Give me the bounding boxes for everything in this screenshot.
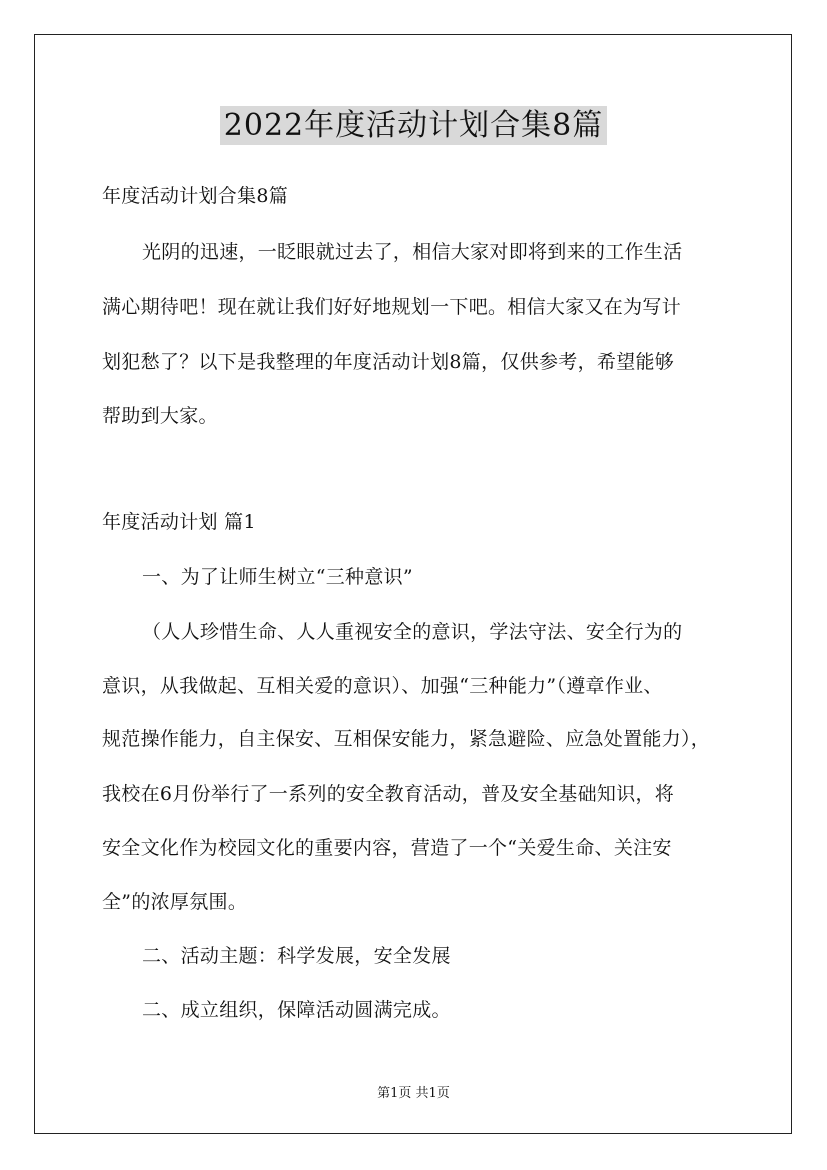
section-line: 安全文化作为校园文化的重要内容，营造了一个“关爱生命、关注安	[102, 837, 672, 859]
document-title: 2022年度活动计划合集8篇	[220, 106, 607, 145]
section-line: 二、活动主题：科学发展，安全发展	[142, 945, 451, 967]
section-line: （人人珍惜生命、人人重视安全的意识，学法守法、安全行为的	[142, 621, 683, 643]
section-line: 二、成立组织，保障活动圆满完成。	[142, 999, 451, 1021]
page-footer: 第1页 共1页	[377, 1086, 450, 1101]
section-line: 我校在6月份举行了一系列的安全教育活动，普及安全基础知识，将	[102, 783, 675, 805]
section-line: 全”的浓厚氛围。	[102, 891, 248, 913]
section-line: 规范操作能力，自主保安、互相保安能力，紧急避险、应急处置能力），	[102, 728, 711, 750]
section-heading: 年度活动计划 篇1	[102, 511, 256, 533]
intro-line: 满心期待吧！现在就让我们好好地规划一下吧。相信大家又在为写计	[102, 296, 682, 318]
intro-line: 划犯愁了？以下是我整理的年度活动计划8篇，仅供参考，希望能够	[102, 351, 675, 373]
intro-line: 光阴的迅速，一眨眼就过去了，相信大家对即将到来的工作生活	[142, 241, 683, 263]
section-line: 一、为了让师生树立“三种意识”	[142, 566, 413, 588]
intro-line: 帮助到大家。	[102, 405, 218, 427]
document-heading: 年度活动计划合集8篇	[102, 185, 289, 207]
document-title-wrap	[0, 100, 827, 144]
section-line: 意识，从我做起、互相关爱的意识）、加强“三种能力”（遵章作业、	[102, 675, 663, 697]
